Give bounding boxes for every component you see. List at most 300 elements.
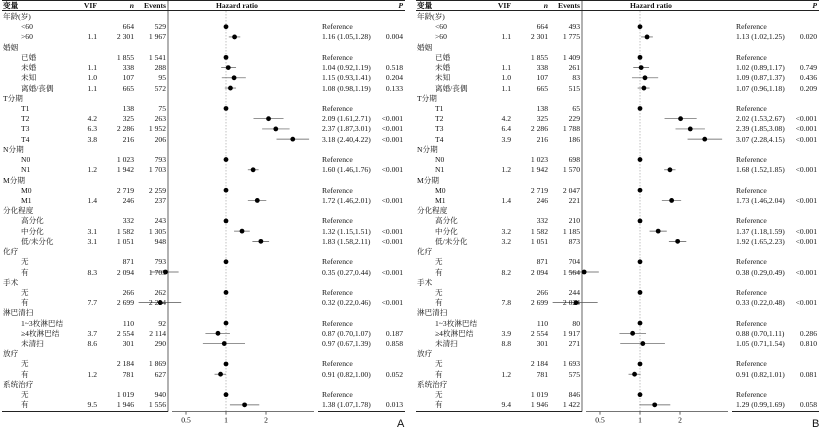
p-value: <0.001	[381, 226, 403, 236]
row-label: 未婚	[21, 63, 37, 73]
row-label: T分期	[417, 93, 437, 103]
p-value: <0.001	[381, 195, 403, 205]
n-value: 1 946	[116, 400, 134, 410]
header-p: P	[398, 1, 403, 10]
hazard-ratio-text: Reference	[736, 103, 767, 113]
events-value: 627	[154, 369, 166, 379]
vif-value: 7.7	[87, 298, 97, 308]
row-label: 高分化	[21, 216, 44, 226]
row-label: N1	[21, 165, 31, 175]
hazard-ratio-text: 2.02 (1.53,2.67)	[736, 114, 785, 124]
row-label: ≥4枚淋巴结	[21, 328, 60, 338]
row-label: 系统治疗	[3, 379, 34, 389]
hazard-ratio-text: 1.60 (1.46,1.76)	[322, 165, 371, 175]
events-value: 575	[568, 369, 580, 379]
p-value: 0.204	[385, 73, 403, 83]
events-value: 2 259	[148, 185, 166, 195]
row-label: T3	[435, 124, 444, 134]
row-label: 年龄(岁)	[3, 12, 31, 21]
n-value: 1 051	[530, 236, 548, 246]
hazard-ratio-text: 1.83 (1.58,2.11)	[322, 236, 371, 246]
n-value: 216	[122, 134, 134, 144]
vif-value: 3.9	[501, 328, 511, 338]
hazard-ratio-text: Reference	[736, 22, 767, 32]
p-value: 0.058	[799, 400, 817, 410]
events-value: 221	[568, 195, 580, 205]
n-value: 2 286	[530, 124, 548, 134]
vif-value: 3.8	[87, 134, 97, 144]
header-events: Events	[558, 1, 580, 10]
n-value: 2 554	[116, 328, 134, 338]
hazard-ratio-text: Reference	[736, 155, 767, 165]
hazard-ratio-text: 1.32 (1.15,1.51)	[322, 226, 371, 236]
header-hazard-ratio: Hazard ratio	[630, 1, 672, 10]
row-label: 无	[435, 359, 443, 369]
events-value: 210	[568, 216, 580, 226]
row-label: 低/未分化	[21, 236, 54, 246]
n-value: 1 855	[116, 52, 134, 62]
n-value: 1 051	[116, 236, 134, 246]
p-value: 0.133	[385, 83, 403, 93]
events-value: 1 703	[148, 165, 166, 175]
hazard-ratio-text: 1.13 (1.02,1.25)	[736, 32, 785, 42]
events-value: 65	[572, 103, 580, 113]
n-value: 266	[122, 287, 134, 297]
hazard-ratio-text: 1.68 (1.52,1.85)	[736, 165, 785, 175]
p-value: <0.001	[795, 267, 817, 277]
vif-value: 3.2	[501, 236, 511, 246]
hazard-ratio-text: Reference	[322, 185, 353, 195]
row-label: 化疗	[417, 247, 433, 257]
events-value: 206	[154, 134, 166, 144]
n-value: 664	[536, 22, 548, 32]
n-value: 2 286	[116, 124, 134, 134]
events-value: 515	[568, 83, 580, 93]
vif-value: 8.2	[501, 267, 511, 277]
row-label: T1	[435, 103, 444, 113]
row-label: 已婚	[435, 52, 451, 62]
header-vif: VIF	[83, 1, 97, 10]
row-label: 有	[435, 267, 443, 277]
hazard-ratio-text: 2.39 (1.85,3.08)	[736, 124, 785, 134]
n-value: 2 554	[530, 328, 548, 338]
n-value: 1 019	[116, 390, 134, 400]
hazard-ratio-text: 0.38 (0.29,0.49)	[736, 267, 785, 277]
n-value: 216	[536, 134, 548, 144]
vif-value: 8.3	[87, 267, 97, 277]
events-value: 288	[154, 63, 166, 73]
vif-value: 8.8	[501, 339, 511, 349]
row-label: 1~3枚淋巴结	[435, 318, 478, 328]
row-label: 有	[21, 400, 29, 410]
hazard-ratio-text: Reference	[736, 185, 767, 195]
hazard-ratio-text: 1.37 (1.18,1.59)	[736, 226, 785, 236]
data-row	[2, 399, 405, 410]
n-value: 2 699	[116, 298, 134, 308]
header-p: P	[812, 1, 817, 10]
n-value: 2 184	[116, 359, 134, 369]
n-value: 1 942	[116, 165, 134, 175]
row-label: 无	[435, 390, 443, 400]
n-value: 2 184	[530, 359, 548, 369]
vif-value: 1.2	[501, 165, 511, 175]
n-value: 1 946	[530, 400, 548, 410]
n-value: 107	[536, 73, 548, 83]
vif-value: 9.5	[87, 400, 97, 410]
row-label: 未清扫	[21, 339, 44, 349]
vif-value: 1.1	[501, 83, 511, 93]
events-value: 2 047	[562, 185, 580, 195]
n-value: 1 019	[530, 390, 548, 400]
vif-value: 6.3	[87, 124, 97, 134]
events-value: 793	[154, 155, 166, 165]
n-value: 266	[536, 287, 548, 297]
p-value: <0.001	[795, 114, 817, 124]
hazard-ratio-text: 1.09 (0.87,1.37)	[736, 73, 785, 83]
row-label: 中分化	[21, 226, 44, 236]
p-value: <0.001	[381, 267, 403, 277]
events-value: 493	[568, 22, 580, 32]
events-value: 1 967	[148, 32, 166, 42]
p-value: <0.001	[795, 124, 817, 134]
n-value: 871	[536, 257, 548, 267]
row-label: 婚姻	[417, 42, 433, 52]
events-value: 1 788	[562, 124, 580, 134]
p-value: <0.001	[795, 165, 817, 175]
row-label: 淋巴清扫	[417, 308, 448, 318]
p-value: <0.001	[795, 226, 817, 236]
events-value: 698	[568, 155, 580, 165]
bottom-rule	[2, 411, 168, 412]
p-value: 0.081	[799, 369, 817, 379]
events-value: 244	[568, 287, 580, 297]
events-value: 873	[568, 236, 580, 246]
hazard-ratio-text: 1.29 (0.99,1.69)	[736, 400, 785, 410]
hazard-ratio-text: Reference	[322, 52, 353, 62]
n-value: 246	[122, 195, 134, 205]
row-label: 无	[21, 390, 29, 400]
row-label: 分化程度	[417, 206, 448, 216]
events-value: 940	[154, 390, 166, 400]
events-value: 75	[158, 103, 166, 113]
row-label: ≥4枚淋巴结	[435, 328, 474, 338]
row-label: T2	[21, 114, 30, 124]
p-value: 0.004	[385, 32, 403, 42]
hazard-ratio-text: 0.33 (0.22,0.48)	[736, 298, 785, 308]
hazard-ratio-text: Reference	[736, 52, 767, 62]
n-value: 1 942	[530, 165, 548, 175]
n-value: 301	[536, 339, 548, 349]
vif-value: 3.2	[501, 226, 511, 236]
row-label: 放疗	[417, 349, 433, 359]
row-label: 有	[21, 267, 29, 277]
events-value: 704	[568, 257, 580, 267]
events-value: 1 703	[148, 267, 166, 277]
events-value: 529	[154, 22, 166, 32]
p-value: 0.052	[385, 369, 403, 379]
row-label: >60	[435, 32, 447, 42]
p-value: <0.001	[381, 298, 403, 308]
events-value: 2 114	[149, 328, 166, 338]
hazard-ratio-text: Reference	[322, 216, 353, 226]
events-value: 1 556	[148, 400, 166, 410]
vif-value: 1.2	[87, 369, 97, 379]
x-axis-tick-label: 1	[224, 415, 228, 425]
hazard-ratio-text: Reference	[736, 318, 767, 328]
n-value: 332	[536, 216, 548, 226]
hazard-ratio-text: Reference	[322, 257, 353, 267]
row-label: 未知	[435, 73, 451, 83]
n-value: 2 719	[530, 185, 548, 195]
hazard-ratio-text: Reference	[736, 257, 767, 267]
hazard-ratio-text: Reference	[736, 359, 767, 369]
forest-panel-a	[2, 0, 405, 433]
n-value: 2 094	[116, 267, 134, 277]
row-label: 低/未分化	[435, 236, 468, 246]
row-label: N0	[435, 155, 445, 165]
events-value: 95	[158, 73, 166, 83]
row-label: 离婚/丧偶	[435, 83, 468, 93]
vif-value: 1.4	[501, 195, 511, 205]
n-value: 781	[122, 369, 134, 379]
vif-value: 8.6	[87, 339, 97, 349]
hazard-ratio-text: Reference	[322, 155, 353, 165]
row-label: M1	[435, 195, 446, 205]
p-value: 0.209	[799, 83, 817, 93]
row-label: 有	[21, 298, 29, 308]
events-value: 263	[154, 114, 166, 124]
row-label: T2	[435, 114, 444, 124]
events-value: 237	[154, 195, 166, 205]
row-label: 已婚	[21, 52, 37, 62]
n-value: 138	[122, 103, 134, 113]
hazard-ratio-text: 1.07 (0.96,1.18)	[736, 83, 785, 93]
hazard-ratio-text: 0.35 (0.27,0.44)	[322, 267, 371, 277]
row-label: 有	[435, 369, 443, 379]
vif-value: 1.1	[87, 83, 97, 93]
row-label: M0	[21, 185, 32, 195]
hazard-ratio-text: Reference	[736, 287, 767, 297]
row-label: M0	[435, 185, 446, 195]
hazard-ratio-text: Reference	[322, 359, 353, 369]
n-value: 664	[122, 22, 134, 32]
hazard-ratio-text: 1.38 (1.07,1.78)	[322, 400, 371, 410]
p-value: 0.518	[385, 63, 403, 73]
vif-value: 1.2	[501, 369, 511, 379]
events-value: 1 422	[562, 400, 580, 410]
events-value: 92	[158, 318, 166, 328]
row-label: M分期	[417, 175, 439, 185]
vif-value: 7.8	[501, 298, 511, 308]
row-label: N分期	[417, 144, 438, 154]
events-value: 1 305	[148, 226, 166, 236]
row-label: 系统治疗	[417, 379, 448, 389]
vif-value: 4.2	[87, 114, 97, 124]
events-value: 1 564	[562, 267, 580, 277]
vif-value: 3.7	[87, 328, 97, 338]
hazard-ratio-text: 0.32 (0.22,0.46)	[322, 298, 371, 308]
hazard-ratio-text: 0.88 (0.70,1.11)	[736, 328, 785, 338]
hazard-ratio-text: 1.92 (1.65,2.23)	[736, 236, 785, 246]
hazard-ratio-text: 0.91 (0.82,1.00)	[322, 369, 371, 379]
forest-panel-b	[416, 0, 819, 433]
header-variable: 变量	[3, 1, 19, 10]
hazard-ratio-text: Reference	[736, 390, 767, 400]
x-axis-tick-label: 2	[678, 415, 682, 425]
p-value: 0.749	[799, 63, 817, 73]
n-value: 2 699	[530, 298, 548, 308]
p-value: <0.001	[795, 236, 817, 246]
p-value: <0.001	[381, 114, 403, 124]
n-value: 1 023	[116, 155, 134, 165]
row-label: 化疗	[3, 247, 19, 257]
row-label: 无	[435, 287, 443, 297]
events-value: 186	[568, 134, 580, 144]
hazard-ratio-text: 1.05 (0.71,1.54)	[736, 339, 785, 349]
events-value: 83	[572, 73, 580, 83]
header-variable: 变量	[417, 1, 433, 10]
hazard-ratio-text: Reference	[736, 216, 767, 226]
n-value: 301	[122, 339, 134, 349]
vif-value: 1.1	[87, 63, 97, 73]
vif-value: 1.1	[87, 32, 97, 42]
data-row	[416, 399, 819, 410]
p-value: <0.001	[381, 165, 403, 175]
n-value: 246	[536, 195, 548, 205]
row-label: 无	[435, 257, 443, 267]
n-value: 332	[122, 216, 134, 226]
events-value: 1 570	[562, 165, 580, 175]
hazard-ratio-text: 0.97 (0.67,1.39)	[322, 339, 371, 349]
p-value: 0.810	[799, 339, 817, 349]
n-value: 110	[536, 318, 548, 328]
p-value: 0.436	[799, 73, 817, 83]
bottom-rule-right	[318, 411, 405, 412]
vif-value: 1.0	[87, 73, 97, 83]
row-label: 无	[21, 287, 29, 297]
row-label: 1~3枚淋巴结	[21, 318, 64, 328]
vif-value: 6.4	[501, 124, 511, 134]
events-value: 572	[154, 83, 166, 93]
n-value: 138	[536, 103, 548, 113]
events-value: 1 952	[148, 124, 166, 134]
x-axis-tick-label: 2	[264, 415, 268, 425]
n-value: 2 301	[530, 32, 548, 42]
events-value: 1 693	[562, 359, 580, 369]
hazard-ratio-text: Reference	[322, 318, 353, 328]
n-value: 665	[122, 83, 134, 93]
hazard-ratio-text: 1.16 (1.05,1.28)	[322, 32, 371, 42]
row-label: T4	[435, 134, 444, 144]
row-label: 手术	[417, 277, 433, 287]
row-label: 年龄(岁)	[417, 12, 445, 21]
events-value: 1 869	[148, 359, 166, 369]
row-label: 离婚/丧偶	[21, 83, 54, 93]
row-label: 无	[21, 359, 29, 369]
n-value: 1 582	[530, 226, 548, 236]
n-value: 325	[536, 114, 548, 124]
vif-value: 1.1	[501, 32, 511, 42]
header-vif: VIF	[497, 1, 511, 10]
x-axis-tick-label: 1	[638, 415, 642, 425]
row-label: 有	[435, 298, 443, 308]
vif-value: 4.2	[501, 114, 511, 124]
p-value: <0.001	[795, 195, 817, 205]
row-label: T1	[21, 103, 30, 113]
n-value: 871	[122, 257, 134, 267]
row-label: <60	[435, 22, 447, 32]
events-value: 229	[568, 114, 580, 124]
n-value: 2 719	[116, 185, 134, 195]
vif-value: 9.4	[501, 400, 511, 410]
n-value: 1 582	[116, 226, 134, 236]
header-n: n	[543, 1, 548, 10]
vif-value: 1.1	[501, 63, 511, 73]
row-label: 无	[21, 257, 29, 267]
n-value: 325	[122, 114, 134, 124]
row-label: >60	[21, 32, 33, 42]
vif-value: 3.1	[87, 236, 97, 246]
hazard-ratio-text: 0.91 (0.82,1.01)	[736, 369, 785, 379]
row-label: T3	[21, 124, 30, 134]
row-label: T4	[21, 134, 30, 144]
events-value: 1 541	[148, 52, 166, 62]
vif-value: 1.4	[87, 195, 97, 205]
row-label: M分期	[3, 175, 25, 185]
events-value: 1 775	[562, 32, 580, 42]
hazard-ratio-text: 1.72 (1.46,2.01)	[322, 195, 371, 205]
header-events: Events	[144, 1, 166, 10]
row-label: 未婚	[435, 63, 451, 73]
bottom-rule-right	[732, 411, 819, 412]
events-value: 290	[154, 339, 166, 349]
row-label: 高分化	[435, 216, 458, 226]
row-label: 手术	[3, 277, 19, 287]
p-value: 0.013	[385, 400, 403, 410]
p-value: 0.187	[385, 328, 403, 338]
n-value: 110	[122, 318, 134, 328]
events-value: 261	[568, 63, 580, 73]
n-value: 338	[122, 63, 134, 73]
hazard-ratio-text: Reference	[322, 103, 353, 113]
hazard-ratio-text: 2.09 (1.61,2.71)	[322, 114, 371, 124]
p-value: 0.858	[385, 339, 403, 349]
vif-value: 1.0	[501, 73, 511, 83]
p-value: <0.001	[381, 124, 403, 134]
p-value: 0.286	[799, 328, 817, 338]
n-value: 1 855	[530, 52, 548, 62]
header-hazard-ratio: Hazard ratio	[216, 1, 258, 10]
vif-value: 3.1	[87, 226, 97, 236]
vif-value: 1.2	[87, 165, 97, 175]
p-value: <0.001	[381, 134, 403, 144]
events-value: 1 409	[562, 52, 580, 62]
n-value: 2 094	[530, 267, 548, 277]
p-value: <0.001	[795, 298, 817, 308]
row-label: N1	[435, 165, 445, 175]
n-value: 2 301	[116, 32, 134, 42]
panel-label-a: A	[397, 418, 405, 430]
p-value: 0.020	[799, 32, 817, 42]
x-axis-tick-label: 0.5	[181, 415, 191, 425]
hazard-ratio-text: 2.37 (1.87,3.01)	[322, 124, 371, 134]
p-value: <0.001	[795, 134, 817, 144]
row-label: 未知	[21, 73, 37, 83]
hazard-ratio-text: 1.08 (0.98,1.19)	[322, 83, 371, 93]
row-label: M1	[21, 195, 32, 205]
row-label: 婚姻	[3, 42, 19, 52]
hazard-ratio-text: 1.73 (1.46,2.04)	[736, 195, 785, 205]
